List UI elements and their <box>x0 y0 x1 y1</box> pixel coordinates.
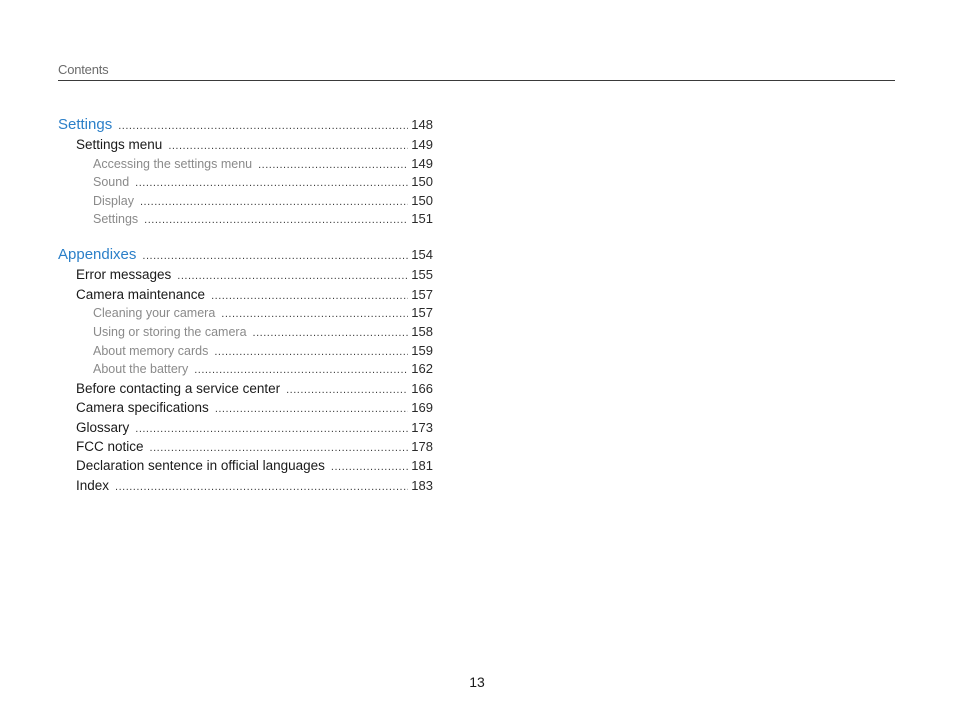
toc-entry-title: Declaration sentence in official languages <box>76 458 325 473</box>
toc-entry-declaration-sentence[interactable] <box>76 458 433 473</box>
toc-entry-title: Cleaning your camera <box>93 306 216 320</box>
toc-entry-display[interactable] <box>93 193 433 208</box>
dot-leader <box>194 364 408 376</box>
toc-entry-page: 151 <box>411 211 433 226</box>
toc-entry-page: 181 <box>411 458 433 473</box>
toc-entry-page: 178 <box>411 439 433 454</box>
toc-entry-using-storing-camera[interactable] <box>93 324 433 339</box>
toc-entry-title: Camera maintenance <box>76 287 206 302</box>
toc-entry-title: Camera specifications <box>76 400 209 415</box>
toc-entry-title: Before contacting a service center <box>76 381 281 396</box>
toc-entry-title: About the battery <box>93 362 189 376</box>
toc-entry-error-messages[interactable] <box>76 267 433 282</box>
toc-entry-service-center[interactable] <box>76 381 433 396</box>
toc-entry-title: Appendixes <box>58 246 137 263</box>
dot-leader <box>214 346 408 358</box>
toc-entry-page: 149 <box>411 137 433 152</box>
toc-entry-settings-menu[interactable] <box>76 137 433 152</box>
toc-entry-title: Error messages <box>76 267 172 282</box>
toc-entry-page: 155 <box>411 267 433 282</box>
dot-leader <box>211 290 408 302</box>
toc-entry-title: Accessing the settings menu <box>93 157 253 171</box>
toc-entry-title: Settings <box>93 212 139 226</box>
dot-leader <box>215 403 408 415</box>
toc-entry-appendixes[interactable] <box>58 246 433 263</box>
dot-leader <box>135 177 408 189</box>
running-header: Contents <box>58 62 109 77</box>
toc-entry-memory-cards[interactable] <box>93 343 433 358</box>
toc-entry-title: Glossary <box>76 420 130 435</box>
dot-leader <box>253 327 409 339</box>
toc-entry-page: 148 <box>411 117 433 132</box>
toc-entry-sound[interactable] <box>93 174 433 189</box>
toc-entry-page: 154 <box>411 247 433 262</box>
toc-entry-title: Sound <box>93 175 130 189</box>
toc-entry-page: 150 <box>411 193 433 208</box>
toc-entry-title: Using or storing the camera <box>93 325 247 339</box>
toc-entry-battery[interactable] <box>93 361 433 376</box>
toc-entry-settings-sub[interactable] <box>93 211 433 226</box>
dot-leader <box>140 196 408 208</box>
toc-entry-page: 169 <box>411 400 433 415</box>
dot-leader <box>115 481 408 493</box>
dot-leader <box>150 442 409 454</box>
toc-entry-cleaning-camera[interactable] <box>93 305 433 320</box>
dot-leader <box>258 159 408 171</box>
toc-entry-page: 162 <box>411 361 433 376</box>
dot-leader <box>118 120 408 132</box>
toc-entry-title: Display <box>93 194 134 208</box>
dot-leader <box>331 461 408 473</box>
dot-leader <box>221 308 408 320</box>
toc-entry-page: 166 <box>411 381 433 396</box>
toc-entry-camera-maintenance[interactable] <box>76 287 433 302</box>
toc-entry-fcc-notice[interactable] <box>76 439 433 454</box>
toc-entry-title: Index <box>76 478 110 493</box>
toc-entry-page: 149 <box>411 156 433 171</box>
page-number: 13 <box>469 674 485 690</box>
toc-entry-title: Settings menu <box>76 137 163 152</box>
header-rule <box>58 80 895 81</box>
toc-entry-page: 158 <box>411 324 433 339</box>
toc-entry-page: 183 <box>411 478 433 493</box>
dot-leader <box>177 270 408 282</box>
toc-entry-page: 159 <box>411 343 433 358</box>
toc-entry-title: FCC notice <box>76 439 144 454</box>
toc-entry-index[interactable] <box>76 478 433 493</box>
dot-leader <box>144 214 408 226</box>
toc-entry-camera-specifications[interactable] <box>76 400 433 415</box>
dot-leader <box>142 250 408 262</box>
toc-entry-settings[interactable] <box>58 116 433 133</box>
dot-leader <box>135 423 408 435</box>
dot-leader <box>286 384 408 396</box>
toc-entry-accessing-settings-menu[interactable] <box>93 156 433 171</box>
toc-entry-title: About memory cards <box>93 344 209 358</box>
toc-entry-page: 157 <box>411 287 433 302</box>
dot-leader <box>168 140 408 152</box>
toc-entry-page: 173 <box>411 420 433 435</box>
toc-entry-page: 157 <box>411 305 433 320</box>
toc-entry-glossary[interactable] <box>76 420 433 435</box>
toc-entry-page: 150 <box>411 174 433 189</box>
toc-entry-title: Settings <box>58 116 113 133</box>
